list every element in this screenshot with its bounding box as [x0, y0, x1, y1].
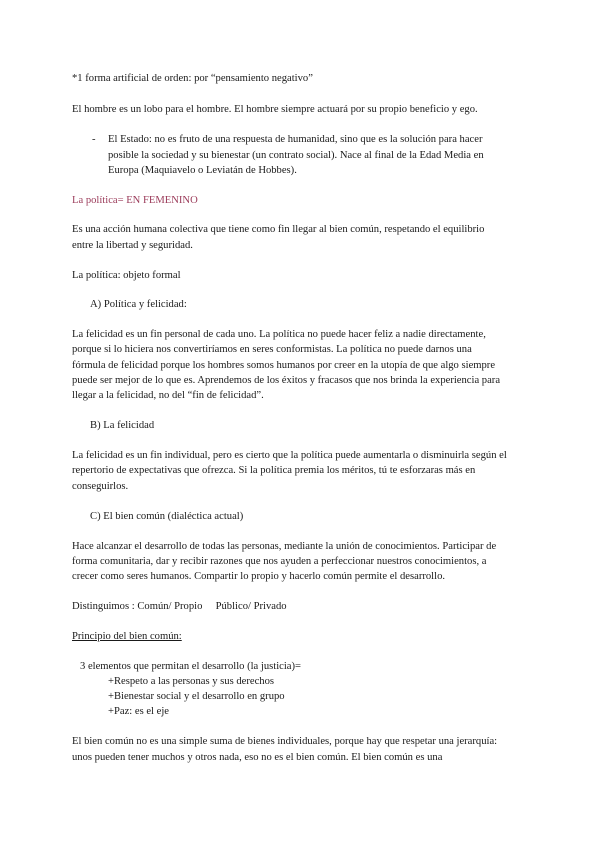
paragraph-a-line: llegar a la felicidad, no del “fin de felicidad”. — [72, 390, 264, 401]
definition-line: Es una acción humana colectiva que tiene como fin llegar al bien común, respetando el equilibrio — [72, 224, 485, 235]
paragraph-a-line: porque si lo hiciera nos convertiríamos en seres conformistas. La política no puede darnos una — [72, 344, 472, 355]
objeto-formal: La política: objeto formal — [72, 270, 181, 281]
intro-line-2: El hombre es un lobo para el hombre. El hombre siempre actuará por su propio beneficio y ego. — [72, 104, 478, 115]
elemento-item: +Respeto a las personas y sus derechos — [108, 676, 275, 687]
paragraph-a-line: puede ser mejor de lo que es. Aprendemos de los éxitos y fracasos que nos brinda la experiencia para — [72, 375, 501, 386]
section-a-heading: A) Política y felicidad: — [90, 299, 187, 310]
principio-heading: Principio del bien común: — [72, 631, 182, 642]
paragraph-final-line: unos pueden tener muchos y otros nada, eso no es el bien común. El bien común es una — [72, 752, 443, 763]
bullet-line: posible la sociedad y su bienestar (un contrato social). Nace al final de la Edad Media en — [108, 150, 484, 161]
paragraph-b-line: repertorio de expectativas que ofrezca. Si la política premia los méritos, tú te esforzaras más en — [72, 465, 476, 476]
elemento-item: +Bienestar social y el desarrollo en grupo — [108, 691, 285, 702]
section-c-heading: C) El bien común (dialéctica actual) — [90, 511, 244, 522]
definition-line: entre la libertad y seguridad. — [72, 240, 193, 251]
paragraph-final-line: El bien común no es una simple suma de bienes individuales, porque hay que respetar una jerarquía: — [72, 736, 498, 747]
bullet-line: Europa (Maquiavelo o Leviatán de Hobbes). — [108, 165, 297, 176]
section-b-heading: B) La felicidad — [90, 420, 155, 431]
paragraph-c-line: crecer como seres humanos. Compartir lo propio y hacerlo común permite el desarrollo. — [72, 571, 446, 582]
paragraph-b-line: La felicidad es un fin individual, pero es cierto que la política puede aumentarla o disminuirla según el — [72, 450, 507, 461]
distinguimos-line: Distinguimos : Común/ Propio Público/ Privado — [72, 601, 287, 612]
paragraph-b-line: conseguirlos. — [72, 481, 129, 492]
elementos-intro: 3 elementos que permitan el desarrollo (la justicia)= — [80, 661, 302, 672]
paragraph-a-line: La felicidad es un fin personal de cada uno. La política no puede hacer feliz a nadie directamente, — [72, 329, 486, 340]
bullet-line: El Estado: no es fruto de una respuesta de humanidad, sino que es la solución para hacer — [108, 134, 483, 145]
intro-line-1: *1 forma artificial de orden: por “pensamiento negativo” — [72, 73, 313, 84]
heading-politica: La política= EN FEMENINO — [72, 195, 198, 206]
paragraph-c-line: Hace alcanzar el desarrollo de todas las personas, mediante la unión de conocimientos. Participar de — [72, 541, 497, 552]
paragraph-a-line: fórmula de felicidad porque los hombres somos humanos por creer en la utopía de que algo siempre — [72, 360, 496, 371]
paragraph-c-line: forma comunitaria, dar y recibir razones que nos ayuden a perfeccionar nuestros conocimientos, a — [72, 556, 487, 567]
bullet-marker: - — [92, 134, 96, 145]
elemento-item: +Paz: es el eje — [108, 706, 169, 717]
